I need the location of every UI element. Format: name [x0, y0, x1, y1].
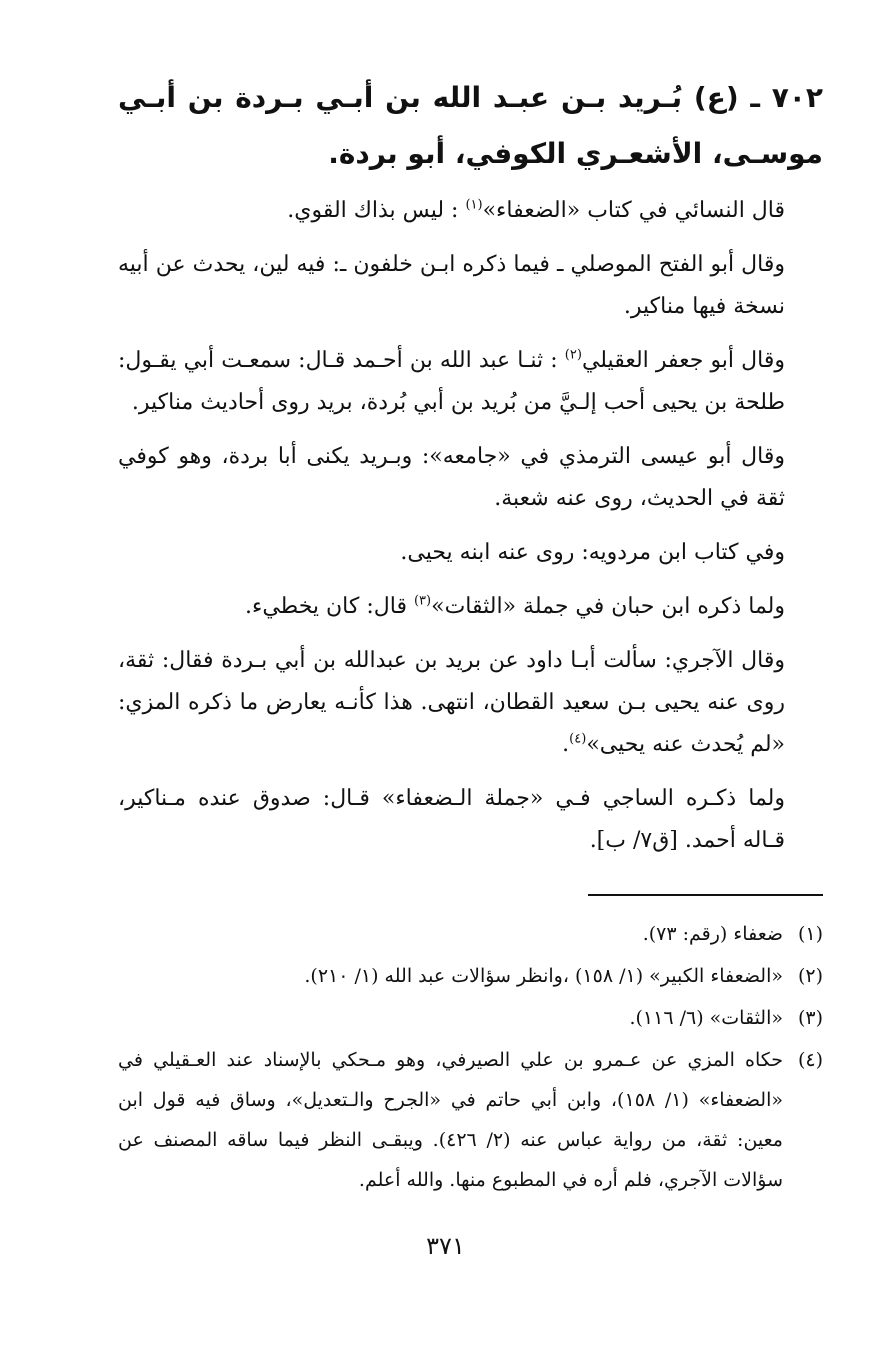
footnote-number: (٢): [797, 965, 823, 987]
footnote-number: (٣): [797, 1007, 823, 1029]
footnote-reference: (٤): [569, 731, 587, 747]
footnote: [118, 914, 823, 954]
paragraph-text: .: [562, 732, 570, 757]
entry-paragraph: [118, 532, 823, 574]
entry-paragraph: [118, 436, 823, 520]
entry-paragraph: [118, 340, 823, 424]
paragraph-text: وفي كتاب ابن مردويه: روى عنه ابنه يحيى.: [400, 540, 785, 565]
paragraph-text: قال: كان يخطيء.: [244, 594, 414, 619]
footnote: [118, 998, 823, 1038]
entry-paragraph: [118, 640, 823, 766]
footnote-reference: (٢): [564, 347, 582, 363]
footnote-reference: (٣): [413, 593, 432, 609]
entry-paragraphs: [118, 190, 823, 862]
paragraph-text: : ثنـا عبد الله بن أحـمد قـال: سمعـت أبي يقـول: طلحة بن يحيى أحب إلـيَّ من بُريد بن أبي بُردة، بريد روى أحاديث مناكير.: [118, 348, 785, 415]
paragraph-text: وقال أبو جعفر العقيلي: [581, 348, 785, 373]
footnote-text: «الثقات» (٦/ ١١٦).: [629, 1007, 783, 1029]
footnote-text: «الضعفاء الكبير» (١/ ١٥٨) ،وانظر سؤالات عبد الله (١/ ٢١٠).: [304, 965, 783, 987]
entry-heading: ٧٠٢ ـ (ع) بُـريد بـن عبـد الله بن أبـي بـردة بن أبـي موسـى، الأشعـري الكوفي، أبو بردة.: [118, 81, 823, 170]
paragraph-text: وقال الآجري: سألت أبـا داود عن بريد بن عبدالله بن أبي بـردة فقال: ثقة، روى عنه يحيى بـن سعيد القطان، انتهى. هذا كأنـه يعارض ما ذكره المزي: «لم يُحدث عنه يحيى»: [118, 648, 785, 757]
paragraph-text: قال النسائي في كتاب «الضعفاء»: [482, 198, 785, 223]
footnote-number: (١): [797, 923, 823, 945]
footnote: [118, 1040, 823, 1200]
paragraph-text: ولما ذكـره الساجي فـي «جملة الـضعفاء» قـال: صدوق عنده مـناكير، قـاله أحمد. [ق٧/ ب].: [118, 786, 785, 853]
footnote-reference: (١): [465, 197, 483, 213]
footnote-text: ضعفاء (رقم: ٧٣).: [642, 923, 783, 945]
paragraph-text: ولما ذكره ابن حبان في جملة «الثقات»: [431, 594, 785, 619]
footnote-divider: [588, 894, 823, 896]
entry-paragraph: [118, 778, 823, 862]
entry-paragraph: [118, 244, 823, 328]
paragraph-text: : ليس بذاك القوي.: [287, 198, 466, 223]
page-number: ٣٧١: [426, 1232, 465, 1260]
footnote: [118, 956, 823, 996]
paragraph-text: وقال أبو الفتح الموصلي ـ فيما ذكره ابـن خلفون ـ: فيه لين، يحدث عن أبيه نسخة فيها مناكير.: [118, 252, 785, 319]
footnotes: [118, 914, 823, 1200]
entry-paragraph: [118, 190, 823, 232]
entry-paragraph: [118, 586, 823, 628]
footnote-number: (٤): [797, 1049, 823, 1071]
page-body: [118, 70, 823, 1202]
paragraph-text: وقال أبو عيسى الترمذي في «جامعه»: وبـريد يكنى أبا بردة، وهو كوفي ثقة في الحديث، روى عنه شعبة.: [118, 444, 785, 511]
footnote-text: حكاه المزي عن عـمرو بن علي الصيرفي، وهو مـحكي بالإسناد عند العـقيلي في «الضعفاء» (١/ ١٥٨)، وابن أبي حاتم في «الجرح والـتعديل»، وساق فيه قول ابن معين: ثقة، من رواية عباس عنه (٢/ ٤٢٦). ويبقـى النظر فيما ساقه المصنف عن سؤالات الآجري، فلم أره في المطبوع منها. والله أعلم.: [118, 1049, 783, 1191]
